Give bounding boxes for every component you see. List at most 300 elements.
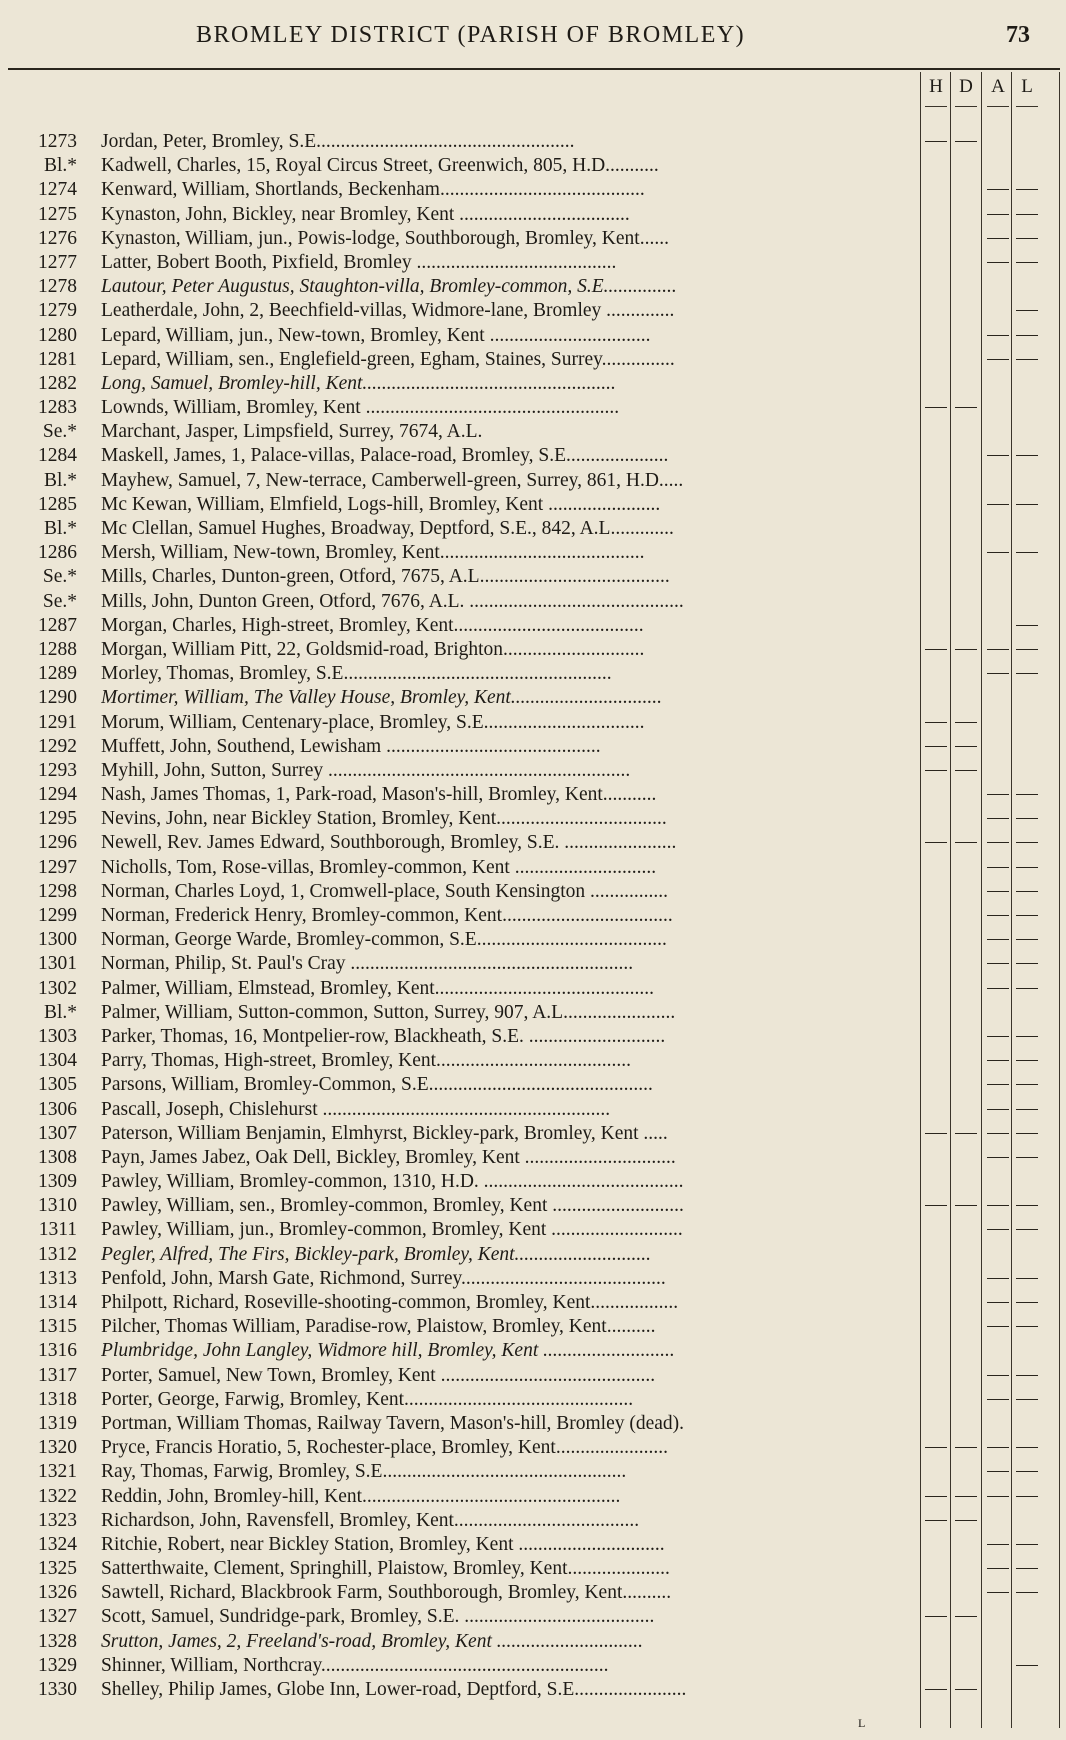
list-item: [0, 1388, 1066, 1412]
dash-mark-a: [987, 1060, 1009, 1061]
dash-mark-a: [987, 504, 1009, 505]
entry-number: 1304: [38, 1050, 77, 1072]
list-item: [0, 1533, 1066, 1557]
dash-mark-d: [955, 770, 977, 771]
dash-mark-l: [1016, 1665, 1038, 1666]
entry-number: 1282: [38, 372, 77, 394]
column-underline: [987, 106, 1009, 107]
dash-mark-l: [1016, 189, 1038, 190]
entry-text: Payn, James Jabez, Oak Dell, Bickley, Bromley, Kent ...............................: [101, 1146, 676, 1168]
entry-text: Norman, Frederick Henry, Bromley-common, Kent...................................: [101, 905, 673, 926]
page-header: [0, 22, 1066, 62]
list-item: [0, 783, 1066, 807]
entry-text: Pilcher, Thomas William, Paradise-row, Plaistow, Bromley, Kent..........: [101, 1316, 656, 1338]
entry-text: Lepard, William, sen., Englefield-green, Egham, Staines, Surrey...............: [101, 348, 675, 370]
list-item: [0, 396, 1066, 420]
entry-number: 1276: [38, 227, 77, 249]
list-item: [0, 227, 1066, 251]
dash-mark-l: [1016, 1399, 1038, 1400]
dash-mark-l: [1016, 1229, 1038, 1230]
dash-mark-d: [955, 1616, 977, 1617]
list-item: [0, 590, 1066, 614]
dash-mark-l: [1016, 238, 1038, 239]
entry-number: 1295: [38, 808, 77, 830]
entry-text: Mills, Charles, Dunton-green, Otford, 7675, A.L.......................................: [101, 566, 670, 588]
dash-mark-a: [987, 988, 1009, 989]
dash-mark-d: [955, 1689, 977, 1690]
dash-mark-l: [1016, 939, 1038, 940]
dash-mark-l: [1016, 1278, 1038, 1279]
entry-number: 1324: [38, 1533, 77, 1555]
dash-mark-a: [987, 915, 1009, 916]
dash-mark-l: [1016, 1157, 1038, 1158]
dash-mark-l: [1016, 1205, 1038, 1206]
entry-text: Morley, Thomas, Bromley, S.E.......................................................: [101, 663, 612, 685]
entry-text: Leatherdale, John, 2, Beechfield-villas, Widmore-lane, Bromley ..............: [101, 300, 675, 322]
entry-number: 1297: [38, 856, 77, 878]
entry-text: Lautour, Peter Augustus, Staughton-villa, Bromley-common, S.E...............: [101, 276, 677, 298]
column-header-l: L: [1021, 76, 1033, 97]
dash-mark-l: [1016, 1471, 1038, 1472]
entry-text: Mayhew, Samuel, 7, New-terrace, Camberwell-green, Surrey, 861, H.D.....: [101, 469, 684, 491]
list-item: [0, 541, 1066, 565]
dash-mark-l: [1016, 1496, 1038, 1497]
dash-mark-d: [955, 141, 977, 142]
list-item: [0, 1630, 1066, 1654]
entry-number: 1312: [38, 1243, 77, 1265]
list-item: [0, 1122, 1066, 1146]
dash-mark-a: [987, 1036, 1009, 1037]
dash-mark-h: [925, 746, 947, 747]
dash-mark-a: [987, 552, 1009, 553]
dash-mark-a: [987, 455, 1009, 456]
dash-mark-l: [1016, 842, 1038, 843]
dash-mark-l: [1016, 963, 1038, 964]
list-item: [0, 1605, 1066, 1629]
list-item: [0, 348, 1066, 372]
entry-text: Parker, Thomas, 16, Montpelier-row, Blackheath, S.E. ............................: [101, 1025, 666, 1047]
entry-number: 1292: [38, 735, 77, 757]
entry-text: Scott, Samuel, Sundridge-park, Bromley, S.E. .......................................: [101, 1606, 655, 1628]
dash-mark-a: [987, 1471, 1009, 1472]
entry-number: 1293: [38, 759, 77, 781]
entry-number: Bl.*: [43, 1001, 77, 1023]
dash-mark-a: [987, 1157, 1009, 1158]
dash-mark-l: [1016, 1544, 1038, 1545]
dash-mark-l: [1016, 455, 1038, 456]
list-item: [0, 251, 1066, 275]
dash-mark-h: [925, 770, 947, 771]
dash-mark-l: [1016, 794, 1038, 795]
entry-number: 1288: [38, 638, 77, 660]
entry-number: 1294: [38, 784, 77, 806]
entry-number: 1321: [38, 1461, 77, 1483]
entry-number: 1314: [38, 1292, 77, 1313]
dash-mark-a: [987, 1133, 1009, 1134]
list-item: [0, 130, 1066, 154]
dash-mark-l: [1016, 1109, 1038, 1110]
dash-mark-a: [987, 1375, 1009, 1376]
dash-mark-a: [987, 1399, 1009, 1400]
dash-mark-h: [925, 649, 947, 650]
entry-text: Shelley, Philip James, Globe Inn, Lower-road, Deptford, S.E.......................: [101, 1679, 687, 1700]
entry-text: Norman, Charles Loyd, 1, Cromwell-place, South Kensington ................: [101, 880, 669, 902]
list-item: [0, 420, 1066, 444]
dash-mark-l: [1016, 214, 1038, 215]
entry-number: 1323: [38, 1509, 77, 1531]
dash-mark-d: [955, 746, 977, 747]
entry-text: Nicholls, Tom, Rose-villas, Bromley-common, Kent .............................: [101, 856, 657, 878]
entry-number: 1303: [38, 1025, 77, 1047]
entry-text: Paterson, William Benjamin, Elmhyrst, Bickley-park, Bromley, Kent .....: [101, 1122, 668, 1144]
list-item: [0, 856, 1066, 880]
list-item: [0, 880, 1066, 904]
list-item: [0, 928, 1066, 952]
dash-mark-a: [987, 1544, 1009, 1545]
dash-mark-h: [925, 1520, 947, 1521]
dash-mark-h: [925, 842, 947, 843]
entry-text: Mills, John, Dunton Green, Otford, 7676, A.L. ............................................: [101, 590, 684, 612]
entry-number: 1278: [38, 276, 77, 298]
list-item: [0, 517, 1066, 541]
signature-mark: L: [858, 1716, 866, 1730]
entry-text: Pawley, William, jun., Bromley-common, Bromley, Kent ...........................: [101, 1219, 683, 1241]
dash-mark-l: [1016, 552, 1038, 553]
column-underline: [925, 106, 947, 107]
entry-number: 1284: [38, 445, 77, 467]
list-item: [0, 1001, 1066, 1025]
entry-text: Mc Clellan, Samuel Hughes, Broadway, Deptford, S.E., 842, A.L.............: [101, 518, 674, 539]
entry-number: 1313: [38, 1267, 77, 1289]
entry-number: 1308: [38, 1146, 77, 1168]
list-item: [0, 904, 1066, 928]
entry-number: 1316: [38, 1340, 77, 1362]
list-item: [0, 1557, 1066, 1581]
entry-text: Maskell, James, 1, Palace-villas, Palace-road, Bromley, S.E.....................: [101, 445, 669, 467]
entry-text: Ray, Thomas, Farwig, Bromley, S.E..................................................: [101, 1461, 627, 1483]
dash-mark-l: [1016, 649, 1038, 650]
entry-number: 1325: [38, 1558, 77, 1580]
entry-number: 1281: [38, 348, 77, 370]
entry-number: 1290: [38, 687, 77, 709]
list-item: [0, 759, 1066, 783]
entry-text: Portman, William Thomas, Railway Tavern, Mason's-hill, Bromley (dead).: [101, 1412, 685, 1434]
entry-text: Palmer, William, Elmstead, Bromley, Kent.............................................: [101, 977, 655, 999]
entry-number: 1279: [38, 300, 77, 322]
list-item: [0, 1460, 1066, 1484]
entry-text: Kadwell, Charles, 15, Royal Circus Street, Greenwich, 805, H.D...........: [101, 155, 659, 177]
column-header-a: A: [991, 76, 1005, 97]
dash-mark-d: [955, 1447, 977, 1448]
entry-number: 1280: [38, 324, 77, 346]
entry-number: 1317: [38, 1364, 77, 1386]
entry-number: 1296: [38, 832, 77, 854]
list-item: [0, 1339, 1066, 1363]
list-item: [0, 952, 1066, 976]
entry-number: 1320: [38, 1437, 77, 1459]
dash-mark-h: [925, 1616, 947, 1617]
dash-mark-a: [987, 1592, 1009, 1593]
dash-mark-h: [925, 1205, 947, 1206]
entry-text: Jordan, Peter, Bromley, S.E.....................................................: [101, 131, 575, 152]
dash-mark-l: [1016, 1447, 1038, 1448]
dash-mark-a: [987, 1326, 1009, 1327]
entry-text: Long, Samuel, Bromley-hill, Kent....................................................: [101, 372, 616, 394]
entry-number: 1286: [38, 542, 77, 564]
list-item: [0, 735, 1066, 759]
dash-mark-d: [955, 1520, 977, 1521]
entry-number: 1319: [38, 1412, 77, 1434]
header-rule: [8, 68, 1060, 70]
list-item: [0, 614, 1066, 638]
entry-text: Myhill, John, Sutton, Surrey ..............................................................: [101, 759, 631, 781]
list-item: [0, 1581, 1066, 1605]
dash-mark-l: [1016, 915, 1038, 916]
dash-mark-l: [1016, 625, 1038, 626]
list-item: [0, 1194, 1066, 1218]
list-item: [0, 1243, 1066, 1267]
entry-text: Norman, George Warde, Bromley-common, S.E.......................................: [101, 929, 667, 951]
dash-mark-h: [925, 1689, 947, 1690]
entry-text: Marchant, Jasper, Limpsfield, Surrey, 7674, A.L.: [101, 421, 483, 443]
entry-number: 1302: [38, 977, 77, 999]
entry-text: Pegler, Alfred, The Firs, Bickley-park, Bromley, Kent............................: [101, 1243, 652, 1265]
entry-text: Nash, James Thomas, 1, Park-road, Mason's-hill, Bromley, Kent...........: [101, 784, 657, 806]
entry-number: 1298: [38, 880, 77, 902]
dash-mark-l: [1016, 673, 1038, 674]
dash-mark-h: [925, 1447, 947, 1448]
dash-mark-a: [987, 1496, 1009, 1497]
entry-text: Palmer, William, Sutton-common, Sutton, Surrey, 907, A.L.......................: [101, 1001, 676, 1023]
entry-number: 1318: [38, 1388, 77, 1410]
dash-mark-d: [955, 1496, 977, 1497]
column-header-d: D: [959, 76, 973, 97]
dash-mark-l: [1016, 310, 1038, 311]
dash-mark-l: [1016, 1302, 1038, 1303]
list-item: [0, 831, 1066, 855]
entry-number: 1329: [38, 1654, 77, 1676]
entry-number: 1283: [38, 397, 77, 419]
dash-mark-a: [987, 842, 1009, 843]
dash-mark-h: [925, 722, 947, 723]
entry-text: Sawtell, Richard, Blackbrook Farm, Southborough, Bromley, Kent..........: [101, 1582, 672, 1604]
entry-text: Parsons, William, Bromley-Common, S.E..............................................: [101, 1074, 653, 1096]
entry-number: 1287: [38, 614, 77, 636]
entry-number: 1273: [38, 131, 77, 152]
entry-text: Shinner, William, Northcray...........................................................: [101, 1654, 609, 1676]
list-item: [0, 662, 1066, 686]
dash-mark-a: [987, 1229, 1009, 1230]
entry-text: Pawley, William, Bromley-common, 1310, H.D. .........................................: [101, 1171, 684, 1193]
dash-mark-l: [1016, 988, 1038, 989]
entry-number: 1310: [38, 1195, 77, 1217]
entry-text: Morum, William, Centenary-place, Bromley, S.E.................................: [101, 711, 645, 733]
entry-number: 1309: [38, 1171, 77, 1193]
entry-text: Mortimer, William, The Valley House, Bromley, Kent...............................: [101, 687, 662, 709]
dash-mark-a: [987, 649, 1009, 650]
list-item: [0, 1509, 1066, 1533]
dash-mark-a: [987, 262, 1009, 263]
dash-mark-a: [987, 238, 1009, 239]
dash-mark-a: [987, 673, 1009, 674]
list-item: [0, 711, 1066, 735]
dash-mark-a: [987, 891, 1009, 892]
dash-mark-a: [987, 1278, 1009, 1279]
list-item: [0, 275, 1066, 299]
list-item: [0, 469, 1066, 493]
dash-mark-a: [987, 794, 1009, 795]
entry-number: 1285: [38, 493, 77, 515]
dash-mark-d: [955, 407, 977, 408]
dash-mark-l: [1016, 504, 1038, 505]
entry-text: Muffett, John, Southend, Lewisham ............................................: [101, 735, 601, 757]
entry-text: Philpott, Richard, Roseville-shooting-common, Bromley, Kent..................: [101, 1292, 679, 1313]
dash-mark-a: [987, 1302, 1009, 1303]
entry-text: Porter, George, Farwig, Bromley, Kent...............................................: [101, 1388, 634, 1410]
dash-mark-a: [987, 1447, 1009, 1448]
list-item: [0, 1267, 1066, 1291]
entry-text: Ritchie, Robert, near Bickley Station, Bromley, Kent ..............................: [101, 1533, 665, 1555]
entry-number: 1299: [38, 905, 77, 926]
dash-mark-a: [987, 818, 1009, 819]
dash-mark-a: [987, 1205, 1009, 1206]
entry-text: Morgan, William Pitt, 22, Goldsmid-road, Brighton.............................: [101, 638, 645, 660]
entry-number: 1291: [38, 711, 77, 733]
list-item: [0, 1146, 1066, 1170]
list-item: [0, 1315, 1066, 1339]
list-item: [0, 1073, 1066, 1097]
list-item: [0, 372, 1066, 396]
list-item: [0, 324, 1066, 348]
entry-text: Kynaston, William, jun., Powis-lodge, Southborough, Bromley, Kent......: [101, 227, 669, 249]
entry-text: Satterthwaite, Clement, Springhill, Plaistow, Bromley, Kent.....................: [101, 1558, 670, 1580]
list-item: [0, 565, 1066, 589]
entry-text: Parry, Thomas, High-street, Bromley, Kent........................................: [101, 1050, 632, 1072]
entry-number: Bl.*: [43, 155, 77, 177]
dash-mark-l: [1016, 867, 1038, 868]
list-item: [0, 1654, 1066, 1678]
list-item: [0, 203, 1066, 227]
entry-text: Mc Kewan, William, Elmfield, Logs-hill, Bromley, Kent .......................: [101, 493, 661, 515]
dash-mark-l: [1016, 1060, 1038, 1061]
entry-number: 1306: [38, 1098, 77, 1120]
dash-mark-d: [955, 722, 977, 723]
entry-text: Kynaston, John, Bickley, near Bromley, Kent ...................................: [101, 203, 630, 225]
entry-text: Morgan, Charles, High-street, Bromley, Kent.......................................: [101, 614, 644, 636]
dash-mark-l: [1016, 1375, 1038, 1376]
dash-mark-l: [1016, 1036, 1038, 1037]
list-item: [0, 1436, 1066, 1460]
entry-number: 1322: [38, 1485, 77, 1507]
entry-text: Porter, Samuel, New Town, Bromley, Kent ............................................: [101, 1364, 656, 1386]
list-item: [0, 1218, 1066, 1242]
dash-mark-l: [1016, 818, 1038, 819]
entry-number: 1327: [38, 1606, 77, 1628]
entry-number: 1277: [38, 251, 77, 273]
list-item: [0, 686, 1066, 710]
dash-mark-a: [987, 359, 1009, 360]
dash-mark-l: [1016, 1568, 1038, 1569]
entry-text: Richardson, John, Ravensfell, Bromley, Kent......................................: [101, 1509, 640, 1531]
list-item: [0, 1025, 1066, 1049]
dash-mark-l: [1016, 1133, 1038, 1134]
entry-number: 1289: [38, 663, 77, 685]
entry-text: Penfold, John, Marsh Gate, Richmond, Surrey..........................................: [101, 1267, 666, 1289]
entry-text: Norman, Philip, St. Paul's Cray ..........................................................: [101, 953, 634, 975]
entry-text: Pascall, Joseph, Chislehurst ...........................................................: [101, 1098, 611, 1120]
entry-number: 1307: [38, 1122, 77, 1144]
page-number: 73: [1006, 22, 1030, 48]
list-item: [0, 493, 1066, 517]
entry-number: 1305: [38, 1074, 77, 1096]
dash-mark-a: [987, 335, 1009, 336]
dash-mark-d: [955, 1133, 977, 1134]
entry-number: Se.*: [42, 590, 77, 612]
column-underline: [955, 106, 977, 107]
dash-mark-a: [987, 963, 1009, 964]
entry-number: 1275: [38, 203, 77, 225]
dash-mark-d: [955, 1205, 977, 1206]
list-item: [0, 1049, 1066, 1073]
entry-text: Kenward, William, Shortlands, Beckenham..........................................: [101, 179, 645, 201]
list-item: [0, 807, 1066, 831]
entry-number: 1326: [38, 1582, 77, 1604]
entry-number: Bl.*: [43, 518, 77, 539]
list-item: [0, 299, 1066, 323]
dash-mark-l: [1016, 262, 1038, 263]
dash-mark-h: [925, 407, 947, 408]
entry-text: Latter, Bobert Booth, Pixfield, Bromley .........................................: [101, 251, 617, 273]
entry-number: 1274: [38, 179, 77, 201]
list-item: [0, 444, 1066, 468]
dash-mark-l: [1016, 1326, 1038, 1327]
dash-mark-l: [1016, 891, 1038, 892]
list-item: [0, 1412, 1066, 1436]
dash-mark-a: [987, 1084, 1009, 1085]
entry-text: Reddin, John, Bromley-hill, Kent.....................................................: [101, 1485, 621, 1507]
entry-number: 1315: [38, 1316, 77, 1338]
entry-number: 1301: [38, 953, 77, 975]
dash-mark-d: [955, 842, 977, 843]
entry-text: Newell, Rev. James Edward, Southborough, Bromley, S.E. .......................: [101, 832, 677, 854]
entry-number: 1311: [38, 1219, 77, 1241]
dash-mark-h: [925, 1133, 947, 1134]
entry-text: Srutton, James, 2, Freeland's-road, Bromley, Kent ..............................: [101, 1630, 643, 1652]
list-item: [0, 1485, 1066, 1509]
entry-text: Pryce, Francis Horatio, 5, Rochester-place, Bromley, Kent.......................: [101, 1437, 668, 1459]
dash-mark-a: [987, 189, 1009, 190]
list-item: [0, 178, 1066, 202]
list-item: [0, 1098, 1066, 1122]
list-item: [0, 977, 1066, 1001]
dash-mark-a: [987, 1109, 1009, 1110]
column-underline: [1016, 106, 1038, 107]
list-item: [0, 638, 1066, 662]
dash-mark-d: [955, 649, 977, 650]
entry-number: 1328: [38, 1630, 77, 1652]
list-item: [0, 1170, 1066, 1194]
dash-mark-a: [987, 1568, 1009, 1569]
list-item: [0, 1291, 1066, 1315]
entry-number: Bl.*: [43, 469, 77, 491]
entry-number: Se.*: [42, 566, 77, 588]
entry-text: Pawley, William, sen., Bromley-common, Bromley, Kent ...........................: [101, 1195, 684, 1217]
dash-mark-l: [1016, 1084, 1038, 1085]
list-item: [0, 1678, 1066, 1702]
entry-number: 1330: [38, 1679, 77, 1700]
dash-mark-l: [1016, 335, 1038, 336]
entry-number: 1300: [38, 929, 77, 951]
